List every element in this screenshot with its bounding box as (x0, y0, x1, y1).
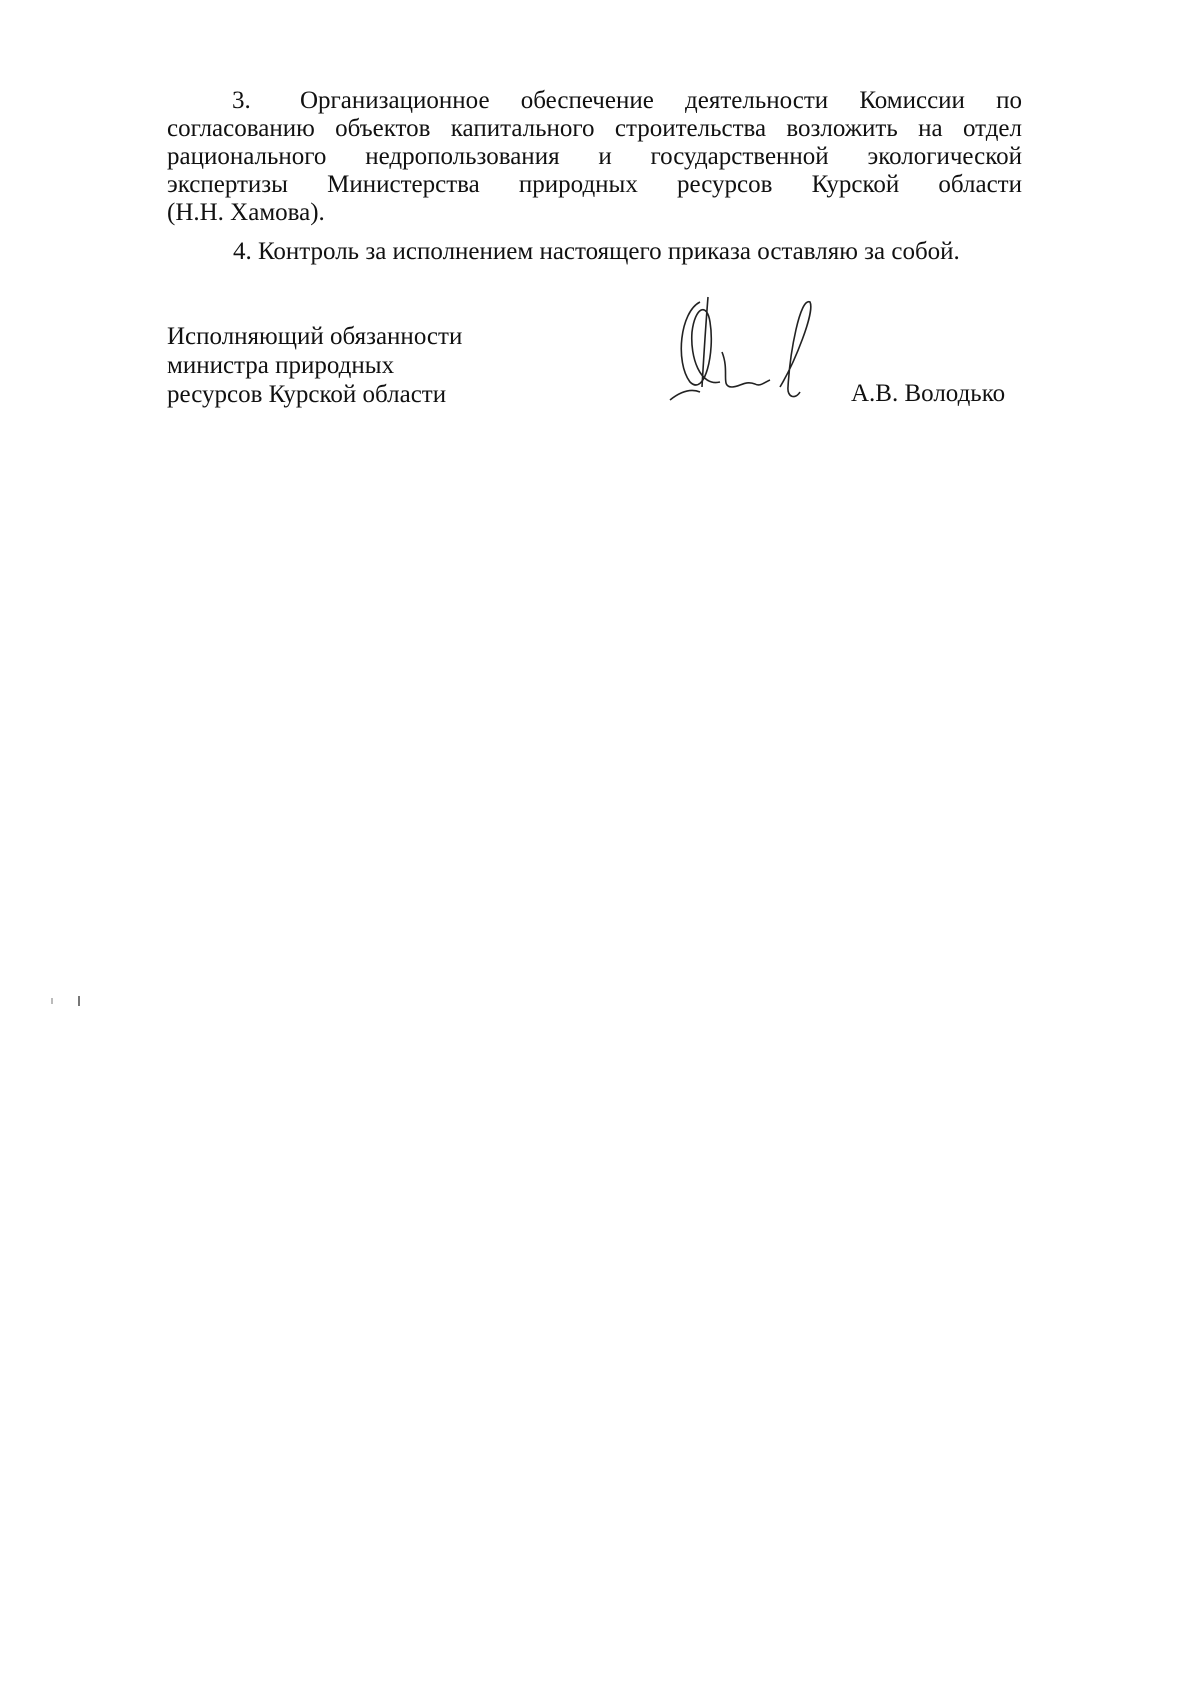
paragraph-number: 3. (232, 87, 251, 114)
handwritten-signature (660, 292, 830, 412)
paragraph-3-line-3: рационального недропользования и государственной экологической (167, 143, 1022, 170)
scan-speck (78, 996, 80, 1006)
signer-title (167, 322, 462, 409)
paragraph-3-line-2: согласованию объектов капитального строительства возложить на отдел (167, 115, 1022, 142)
scan-speck (51, 998, 53, 1004)
signer-title-line: ресурсов Курской области (167, 381, 447, 408)
paragraph-4: 4. Контроль за исполнением настоящего приказа оставляю за собой. (233, 238, 960, 265)
signer-title-line: Исполняющий обязанности (167, 323, 463, 350)
signer-title-line: министра природных (167, 352, 395, 379)
paragraph-3-line-1: 3. Организационное обеспечение деятельности Комиссии по (232, 87, 1022, 114)
signer-name: А.В. Володько (851, 380, 1006, 407)
paragraph-3-line-4: экспертизы Министерства природных ресурсов Курской области (167, 171, 1022, 198)
paragraph-3-line-5: (Н.Н. Хамова). (167, 199, 325, 226)
